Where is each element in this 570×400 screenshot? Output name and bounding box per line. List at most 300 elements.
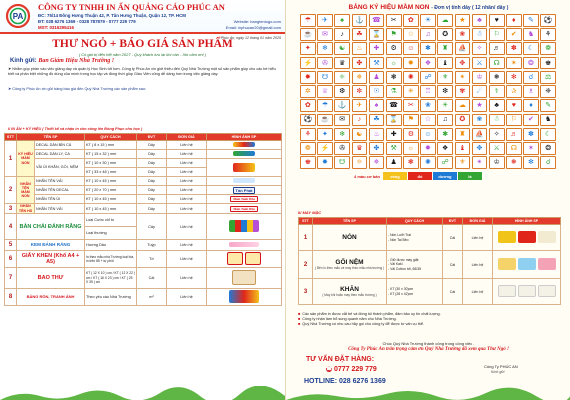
symbol-cell: ♣ <box>489 99 505 112</box>
symbol-cell: ✎ <box>540 99 556 112</box>
offer-paragraph: ➤ Công ty Phúc An xin gửi bảng báo giá đến Quý Nhà Trường các sản phẩm sau: <box>8 87 147 91</box>
list-item: ■ Các sản phẩm in được cắt bế và đóng túi thành phẩm, đảm bảo uy tín chất lượng. <box>298 312 441 316</box>
row-spec: - Nón Lưỡi Trai - Nón Tai Bèo <box>387 225 443 251</box>
row-price: Liên hệ <box>167 141 207 150</box>
row-image <box>207 240 282 251</box>
symbol-cell: ♥ <box>489 14 505 27</box>
row-image <box>207 268 282 289</box>
color-options <box>354 172 483 180</box>
row-price: Liên hệ <box>167 168 207 177</box>
symbol-cell: ☯ <box>334 42 350 55</box>
symbol-cell: ⚙ <box>386 42 402 55</box>
th-stt: STT <box>299 218 313 225</box>
row-unit: Tờ <box>137 251 167 268</box>
list-item: ■ Công ty nhận làm bổ sung quanh năm cho Nhà Trường. <box>298 317 397 322</box>
symbol-cell: ⌛ <box>386 114 402 127</box>
row-image <box>207 195 282 204</box>
row-price: Liên hệ <box>167 186 207 195</box>
symbol-cell: ⚙ <box>403 128 419 141</box>
towel-icon <box>498 285 516 297</box>
th-image: HÌNH ẢNH SP <box>207 134 282 141</box>
row-image <box>207 289 282 306</box>
pillow-icon <box>538 258 556 270</box>
symbol-cell: ♦ <box>506 14 522 27</box>
row-name: BAO THƯ <box>17 268 85 289</box>
symbol-cell: ♜ <box>437 42 453 55</box>
company-address: ĐC: 75/14 Đông Hưng Thuận 42, P. Tân Hưng Thuận, Quận 12, TP. HCM <box>38 13 186 18</box>
symbol-cell: ✉ <box>317 28 333 41</box>
hotline[interactable] <box>304 378 386 385</box>
symbol-cell: ⚛ <box>352 156 368 169</box>
row-price: Liên hệ <box>167 289 207 306</box>
symbol-cell: ❆ <box>334 85 350 98</box>
row-unit: Cây <box>137 214 167 240</box>
bucket-hat-icon <box>538 231 556 243</box>
symbol-cell: ❀ <box>472 114 488 127</box>
row-name: BÀN CHẢI ĐÁNH RĂNG <box>17 214 85 240</box>
symbol-cell: ✦ <box>317 128 333 141</box>
symbol-grid <box>300 14 556 169</box>
symbol-cell: ✶ <box>523 142 539 155</box>
row-spec: Loại thường <box>85 227 137 240</box>
symbol-cell: ✔ <box>523 114 539 127</box>
symbol-cell: ✴ <box>455 71 471 84</box>
symbol-cell: ❀ <box>455 28 471 41</box>
symbol-cell: ✵ <box>369 156 385 169</box>
symbol-cell: ☘ <box>352 28 368 41</box>
symbol-cell: ♗ <box>523 85 539 98</box>
symbol-cell: ☃ <box>489 114 505 127</box>
certificate-icon <box>245 252 261 265</box>
row-unit: Dây <box>137 186 167 195</box>
symbol-cell: ✻ <box>506 71 522 84</box>
row-unit: Dây <box>137 204 167 214</box>
list-item: ■ Quý Nhà Trường có nhu cầu hãy gọi cho công ty để được tư vấn cụ thể. <box>298 322 425 327</box>
row-spec: KT ( 8 x 15 ) mm <box>85 141 137 150</box>
row-image <box>207 177 282 186</box>
symbol-cell: ☺ <box>403 42 419 55</box>
symbol-cell: ♞ <box>540 114 556 127</box>
row-name: NHÃN TÊN VẢI <box>35 204 85 214</box>
row-unit: Tuýp <box>137 240 167 251</box>
symbol-cell: ♨ <box>352 42 368 55</box>
row-image <box>207 186 282 195</box>
row-image <box>493 225 561 251</box>
symbol-cell: ♪ <box>334 28 350 41</box>
row-spec: KT ( 10 x 45 ) mm <box>85 204 137 214</box>
th-name: TÊN SP <box>17 134 85 141</box>
symbol-cell: ✚ <box>369 42 385 55</box>
symbol-cell: ♛ <box>352 142 368 155</box>
symbol-cell: ✽ <box>523 128 539 141</box>
symbol-cell: ✶ <box>506 57 522 70</box>
row-spec: - Giữ được máy giặt - Vải Kaki - Vải Cotton tốt, 65/35 <box>387 251 443 279</box>
symbol-cell: ⚓ <box>352 14 368 27</box>
company-email[interactable]: Email: inphucan20@gmail.com <box>225 25 281 30</box>
row-price: Liên hệ <box>167 204 207 214</box>
consult-phone[interactable]: ☎ 0777 229 779 <box>326 366 377 373</box>
table-row <box>5 289 282 306</box>
symbol-cell: ⛵ <box>472 128 488 141</box>
symbol-cell: ⚜ <box>437 71 453 84</box>
symbol-cell: ♟ <box>386 156 402 169</box>
row-price: Liên hệ <box>463 279 493 305</box>
symbol-cell: ✹ <box>403 57 419 70</box>
row-spec: KT ( 20 x 70 ) mm <box>85 186 137 195</box>
row-price: Liên hệ <box>167 251 207 268</box>
product-table <box>4 133 282 306</box>
symbol-cell: ✹ <box>420 142 436 155</box>
table-row <box>5 251 282 268</box>
symbol-cell: ☍ <box>420 71 436 84</box>
student-tag-sample: Mầm Tuấn Hòa <box>230 206 258 212</box>
symbol-cell: ✾ <box>455 85 471 98</box>
row-stt: 6 <box>5 251 17 268</box>
symbol-cell: ❂ <box>523 57 539 70</box>
towel-icon <box>518 285 536 297</box>
symbol-cell: ☾ <box>540 128 556 141</box>
row-unit: Cái <box>137 268 167 289</box>
table-row <box>5 177 282 186</box>
row-stt: 2 <box>5 177 17 204</box>
row-stt: 8 <box>5 289 17 306</box>
symbol-cell: ⚒ <box>386 142 402 155</box>
symbol-cell: ♔ <box>472 71 488 84</box>
symbol-cell: ❅ <box>506 156 522 169</box>
symbol-cell: ❃ <box>403 156 419 169</box>
section-2-heading: II/ MAY MẶC <box>298 210 322 215</box>
th-name: TÊN SP <box>313 218 387 225</box>
apparel-table-header <box>299 218 561 225</box>
symbol-cell: ✿ <box>403 14 419 27</box>
banner-icon <box>229 290 259 303</box>
row-spec: KT ( 12 X 10 ) cm / KT ( 12 X 22 ) cm / KT ( 16 X 23 ) cm / KT ( 25 X 35 ) cm <box>85 268 137 289</box>
letter-subtitle: ( Có giá trị đến hết năm 2027 - Quý khách lưu lại khi cần - Xin cảm ơn! ) <box>78 52 207 57</box>
symbol-cell: ✔ <box>506 28 522 41</box>
table-row <box>5 204 282 214</box>
company-tax: MST: 0316295416 <box>38 25 74 30</box>
symbol-cell: ☯ <box>352 128 368 141</box>
symbol-cell: ✥ <box>455 57 471 70</box>
symbol-cell: ✈ <box>352 99 368 112</box>
symbol-cell: ☁ <box>437 14 453 27</box>
symbol-cell: ☆ <box>403 28 419 41</box>
toothbrush-icon <box>229 220 259 232</box>
row-unit: Dây <box>137 141 167 150</box>
symbol-cell: ✱ <box>420 42 436 55</box>
symbol-cell: ✎ <box>523 14 539 27</box>
symbol-cell: ☊ <box>506 142 522 155</box>
symbol-cell: ✳ <box>403 85 419 98</box>
symbol-cell: ♫ <box>437 114 453 127</box>
row-unit: Dây <box>137 150 167 159</box>
row-name: NÓN <box>313 225 387 251</box>
product-table-header <box>5 134 282 141</box>
symbol-cell: ☄ <box>472 85 488 98</box>
symbol-cell: ☆ <box>420 114 436 127</box>
row-unit: Cái <box>443 251 463 279</box>
symbol-cell: ✇ <box>334 142 350 155</box>
symbol-cell: ✸ <box>317 156 333 169</box>
symbol-cell: ⚘ <box>300 128 316 141</box>
row-name: NHÃN TÊN VẢI <box>35 177 85 186</box>
table-row <box>5 150 282 159</box>
symbol-cell: ⚒ <box>369 57 385 70</box>
symbol-cell: ♫ <box>420 28 436 41</box>
symbol-cell: ✇ <box>317 57 333 70</box>
consult-label: TƯ VẤN ĐẶT HÀNG: <box>306 356 375 363</box>
symbol-cell: ✻ <box>523 156 539 169</box>
greeting-prefix: Kính gửi: <box>10 58 37 64</box>
symbol-cell: ☍ <box>437 156 453 169</box>
row-stt: 5 <box>5 240 17 251</box>
symbol-cell: ✵ <box>352 71 368 84</box>
symbol-cell: ☕ <box>317 114 333 127</box>
row-price: Liên hệ <box>167 177 207 186</box>
symbol-cell: ♚ <box>300 156 316 169</box>
symbols-title-suffix: - Đơn vị tính dây ( 12 nhãn/ dây ) <box>431 5 509 11</box>
symbol-cell: ⚽ <box>300 114 316 127</box>
notes-list <box>298 312 560 328</box>
symbol-cell: ♦ <box>523 99 539 112</box>
table-row <box>5 214 282 227</box>
symbol-cell: ☋ <box>334 156 350 169</box>
symbol-cell: ✺ <box>420 156 436 169</box>
table-row <box>299 279 561 305</box>
row-image <box>493 279 561 305</box>
symbol-cell: ❀ <box>420 99 436 112</box>
row-stt: 7 <box>5 268 17 289</box>
row-name: KEM ĐÁNH RĂNG <box>17 240 85 251</box>
symbol-cell: ❈ <box>540 85 556 98</box>
symbol-cell: ⚕ <box>489 85 505 98</box>
row-stt: 1 <box>299 225 313 251</box>
fabric-label-icon <box>233 163 255 172</box>
row-name: KHĂN <box>340 286 359 293</box>
company-logo-icon <box>5 4 35 28</box>
row-price: Liên hệ <box>167 214 207 240</box>
row-image <box>207 141 282 150</box>
svg-text:PA: PA <box>12 12 24 21</box>
symbol-cell: ♛ <box>334 57 350 70</box>
row-category: NHÃN TÊN HS <box>17 204 35 214</box>
row-unit: Dây <box>137 168 167 177</box>
symbol-cell: ☀ <box>420 14 436 27</box>
symbol-cell: ★ <box>472 99 488 112</box>
row-name: NHÃN TÊN ỦI <box>35 195 85 204</box>
letter-title: THƯ NGỎ + BÁO GIÁ SẢN PHẨM <box>52 38 233 50</box>
symbol-cell: ❁ <box>300 142 316 155</box>
table-row <box>5 141 282 150</box>
symbol-cell: ❇ <box>437 85 453 98</box>
symbol-cell: ❖ <box>420 57 436 70</box>
row-image <box>207 159 282 177</box>
signature-company: Công Ty PHÚC AN <box>484 364 518 369</box>
symbol-cell: ♪ <box>352 114 368 127</box>
row-spec: KT ( 33 x 48 ) mm <box>85 168 137 177</box>
symbols-title-main: BẢNG KÝ HIỆU MẦM NON <box>348 4 430 11</box>
symbol-cell: ⚑ <box>403 114 419 127</box>
symbol-cell: ✤ <box>369 142 385 155</box>
symbol-cell: ♣ <box>472 14 488 27</box>
row-name: GIẤY KHEN (Khổ A4 + A5) <box>17 251 85 268</box>
company-phone: ĐT: 028 6276 1369 - 0328 787879 - 0777 229 779 <box>38 19 136 24</box>
row-image <box>207 204 282 214</box>
symbol-cell: ❅ <box>489 71 505 84</box>
row-name-cell <box>313 251 387 279</box>
symbol-cell: ☾ <box>523 42 539 55</box>
row-image <box>207 251 282 268</box>
row-stt: 1 <box>5 141 17 177</box>
thanks-line: Chúc Quý Nhà Trường thành công trong công việc . <box>382 341 475 346</box>
symbol-cell: ✈ <box>317 14 333 27</box>
color-swatch-green: lá <box>458 172 482 180</box>
toothpaste-icon <box>229 242 259 247</box>
symbol-cell: ☂ <box>300 14 316 27</box>
symbol-cell: ✲ <box>300 85 316 98</box>
symbol-cell: ✂ <box>403 99 419 112</box>
row-spec: KT ( 15 x 32 ) mm <box>85 150 137 159</box>
apparel-table <box>298 217 561 305</box>
table-row <box>5 240 282 251</box>
symbol-cell: ❃ <box>386 71 402 84</box>
symbol-cell: ☕ <box>300 28 316 41</box>
colors-label: 4 màu cơ bản <box>354 173 380 179</box>
row-name-cell <box>313 279 387 305</box>
row-stt: 3 <box>5 204 17 214</box>
symbol-cell: ♞ <box>523 28 539 41</box>
certificate-icon <box>227 252 243 265</box>
symbol-cell: ⚘ <box>540 28 556 41</box>
row-stt: 4 <box>5 214 17 240</box>
row-name: GỐI NỆM <box>335 259 364 266</box>
invite-line: Công Ty Phúc An trân trọng cảm ơn Quý Nhà Trường đã xem qua Thư Ngỏ ! <box>348 347 509 352</box>
cap-icon <box>518 231 536 243</box>
symbol-cell: ♝ <box>437 57 453 70</box>
grass-decoration-icon <box>0 386 285 400</box>
row-unit: Dây <box>137 195 167 204</box>
symbol-cell: ✤ <box>352 57 368 70</box>
symbol-cell: ♖ <box>420 85 436 98</box>
row-name: BẢNG RÔN, TRANH ẢNH <box>17 289 85 306</box>
symbol-cell: ✴ <box>472 156 488 169</box>
symbol-cell: ☉ <box>369 85 385 98</box>
symbol-cell: ☌ <box>540 156 556 169</box>
row-desc: ( Bên lò theo mẫu và may theo mẫu nhà trường ) <box>314 266 385 270</box>
symbol-cell: ★ <box>455 14 471 27</box>
row-category: NHÃN TÊN MẦM NON <box>17 177 35 204</box>
color-swatch-red: đỏ <box>408 172 432 180</box>
right-page <box>285 0 570 400</box>
table-row <box>5 195 282 204</box>
symbol-cell: ☃ <box>472 28 488 41</box>
company-website[interactable]: Website: bangtenlogo.com <box>233 19 281 24</box>
symbol-cell: ⚡ <box>300 57 316 70</box>
symbol-cell: ⚜ <box>455 156 471 169</box>
symbol-cell: ✦ <box>300 42 316 55</box>
hotline-label: HOTLINE: <box>304 378 338 385</box>
symbol-cell: ♠ <box>369 99 385 112</box>
sticker-sample-icon <box>233 142 255 147</box>
th-image: HÌNH ẢNH SP <box>493 218 561 225</box>
color-swatch-blue: dương <box>433 172 457 180</box>
row-unit: m² <box>137 289 167 306</box>
row-spec: KT ( 10 x 30 ) mm <box>85 159 137 168</box>
symbol-cell: ✧ <box>489 128 505 141</box>
symbol-cell: ☺ <box>420 128 436 141</box>
row-name: NHÃN TÊN DECAL <box>35 186 85 195</box>
symbol-cell: ☋ <box>317 71 333 84</box>
table-row <box>299 251 561 279</box>
symbol-cell: ✚ <box>386 128 402 141</box>
symbol-cell: ✪ <box>455 114 471 127</box>
symbol-cell: ♬ <box>489 42 505 55</box>
row-stt: 3 <box>299 279 313 305</box>
symbol-cell: ☼ <box>386 57 402 70</box>
symbol-cell: ⚔ <box>472 57 488 70</box>
greeting-recipient: Ban Giám Hiệu Nhà Trường ! <box>38 58 115 64</box>
symbol-cell: ♠ <box>334 14 350 27</box>
symbol-cell: ☎ <box>386 99 402 112</box>
symbol-cell: ⚗ <box>386 85 402 98</box>
symbol-cell: ⚐ <box>506 114 522 127</box>
row-unit: Dây <box>137 177 167 186</box>
row-price: Liên hệ <box>167 268 207 289</box>
pillow-icon <box>498 258 516 270</box>
symbol-cell: ❄ <box>334 128 350 141</box>
symbol-cell: ⚔ <box>489 142 505 155</box>
row-image <box>493 251 561 279</box>
row-stt: 2 <box>299 251 313 279</box>
row-price: Liên hệ <box>167 159 207 168</box>
symbol-cell: ⚖ <box>540 71 556 84</box>
row-price: Liên hệ <box>167 240 207 251</box>
name-label-icon <box>233 178 255 183</box>
sticker-sample-icon <box>233 151 255 156</box>
symbol-cell: ✰ <box>506 85 522 98</box>
symbol-cell: ☌ <box>523 71 539 84</box>
symbol-cell: ☀ <box>437 99 453 112</box>
symbol-cell: ♕ <box>317 85 333 98</box>
symbol-cell: ✱ <box>437 128 453 141</box>
symbol-cell: ⚡ <box>317 142 333 155</box>
row-spec: KT ( 10 x 45 ) mm <box>85 195 137 204</box>
color-swatch-yellow: vàng <box>383 172 407 180</box>
towel-icon <box>538 285 556 297</box>
th-stt: STT <box>5 134 17 141</box>
th-unit: ĐVT <box>137 134 167 141</box>
symbol-cell: ♔ <box>489 156 505 169</box>
symbol-cell: ❄ <box>317 42 333 55</box>
company-name: CÔNG TY TNHH IN ẤN QUẢNG CÁO PHÚC AN <box>38 2 225 12</box>
row-name: DECAL DÁN LY, CA <box>35 150 85 159</box>
row-price: Liên hệ <box>463 251 493 279</box>
mattress-icon <box>518 258 536 270</box>
symbol-cell: ♚ <box>540 57 556 70</box>
symbol-cell: ♥ <box>506 99 522 112</box>
grass-decoration-icon <box>286 386 570 400</box>
row-price: Liên hệ <box>167 195 207 204</box>
greeting <box>10 58 114 64</box>
row-spec: - KT (30 x 30)cm - KT (28 x 42)cm <box>387 279 443 305</box>
row-unit: Cái <box>443 279 463 305</box>
section-1-heading: I/ IN ẤN + KÝ HIỆU ( Thiết kế và nhận in cho công lên Đồng Phục cho học ) <box>8 127 143 131</box>
row-desc: ( May khi hoặc may theo mẫu trường ) <box>322 293 377 297</box>
symbol-cell: ⚽ <box>540 14 556 27</box>
signature-role: Kính gửi <box>491 370 505 374</box>
row-name: VẢI ỦI KHĂN, GỐI, NỆM <box>35 159 85 177</box>
row-spec: In theo mẫu nhà Trường loại bìa, in trên 85 + tự phôi <box>85 251 137 268</box>
